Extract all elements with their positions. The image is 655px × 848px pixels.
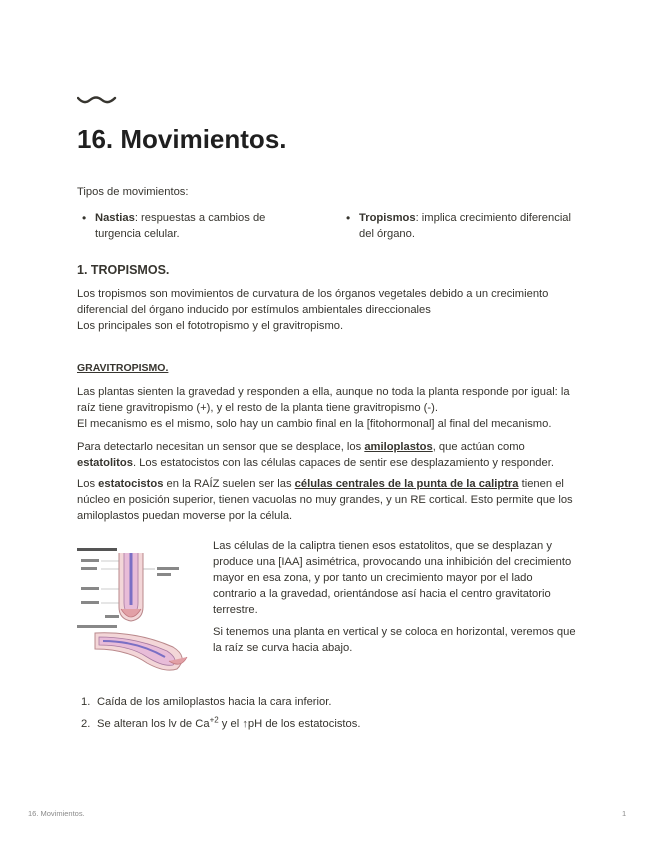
page-title: 16. Movimientos.	[77, 124, 287, 154]
mechanism-steps-list	[77, 694, 579, 732]
wave-logo-icon	[77, 92, 117, 108]
root-gravitropism-figure	[77, 545, 203, 673]
list-item-step-1: 1. Caída de los amiloplastos hacia la cara inferior.	[81, 696, 332, 708]
footer-document-title: 16. Movimientos.	[28, 809, 85, 818]
horizontal-root-paragraph: Si tenemos una planta en vertical y se coloca en horizontal, veremos que la raíz se curva hacia abajo.	[213, 626, 576, 654]
tropismos-main-types: Los principales son el fototropismo y el gravitropismo.	[77, 320, 344, 332]
tropismos-text	[77, 286, 579, 334]
gravitropismo-heading: GRAVITROPISMO.	[77, 362, 169, 374]
list-item-tropismos	[341, 210, 579, 242]
tropismos-paragraph: Los tropismos son movimientos de curvatura de los órganos vegetales debido a un crecimiento diferencial del órgano inducido por estímulos ambientales direccionales	[77, 288, 549, 316]
gravitropismo-intro	[77, 384, 579, 432]
list-item-step-2: 2. Se alteran los lv de $Ca^{+2}$ y el ↑pH de los estatocistos.	[81, 715, 361, 730]
term-estatolitos: estatolitos	[77, 457, 133, 469]
desc-tropismos: : implica crecimiento diferencial del órgano.	[359, 212, 572, 240]
desc-nastias: : respuestas a cambios de turgencia celular.	[95, 212, 266, 240]
caliptra-paragraph: Las células de la caliptra tienen esos estatolitos, que se desplazan y produce una [IAA] asimétrica, provocando una inhibición del crecimiento mayor en esa zona, y por tanto un crecimiento mayor por el lado contrario a la gravedad, orientándose así hacia el centro gravitatorio terrestre.	[213, 540, 572, 616]
term-celulas-centrales: células centrales de la punta de la caliptra	[294, 478, 519, 490]
footer-page-number: 1	[622, 809, 627, 818]
estatocistos-paragraph: Los estatocistos en la RAÍZ suelen ser las células centrales de la punta de la caliptra tienen el núcleo en posición superior, tienen vacuolas no muy grandes, y un RE cortical. Esto permite que los amiloplastos puedan moverse por la célula.	[77, 478, 573, 522]
term-estatocistos: estatocistos	[98, 478, 164, 490]
step-1-text: Caída de los amiloplastos hacia la cara inferior.	[97, 696, 332, 708]
horizontal-root-text	[213, 624, 579, 656]
step-2-text: Se alteran los lv de $Ca^{+2}$ y el ↑pH de los estatocistos.	[97, 715, 361, 730]
section-heading-tropismos: 1. TROPISMOS.	[77, 263, 170, 277]
term-nastias: Nastias	[95, 212, 135, 224]
intro-text: Tipos de movimientos:	[77, 186, 189, 198]
sensor-paragraph: Para detectarlo necesitan un sensor que se desplace, los amiloplastos, que actúan como estatolitos. Los estatocistos con las células capaces de sentir ese desplazamiento y responder.	[77, 441, 554, 469]
term-tropismos: Tropismos	[359, 212, 416, 224]
caliptra-text	[213, 538, 579, 618]
gravitropismo-paragraph-1b: El mecanismo es el mismo, solo hay un cambio final en la [fitohormonal] al final del mecanismo.	[77, 418, 552, 430]
term-amiloplastos: amiloplastos	[364, 441, 433, 453]
list-item-nastias	[77, 210, 287, 242]
gravitropismo-paragraph-1: Las plantas sienten la gravedad y responden a ella, aunque no toda la planta responde por igual: la raíz tiene gravitropismo (+), y el resto de la planta tiene gravitropismo (-).	[77, 386, 570, 414]
